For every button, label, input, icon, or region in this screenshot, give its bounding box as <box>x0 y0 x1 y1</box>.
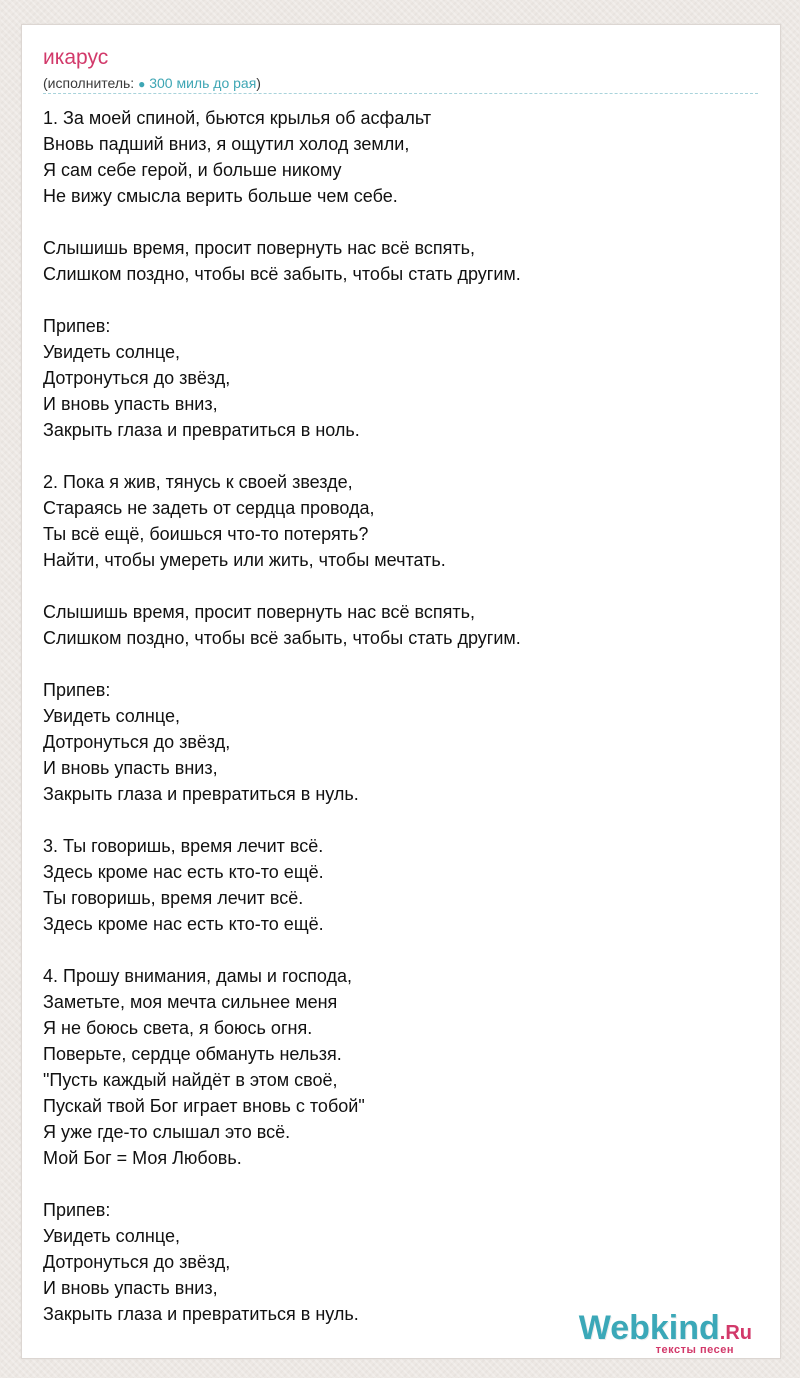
lyric-line: И вновь упасть вниз, <box>43 1278 218 1298</box>
stanza-gap <box>43 807 763 833</box>
lyric-line: И вновь упасть вниз, <box>43 394 218 414</box>
lyric-line: Слишком поздно, чтобы всё забыть, чтобы стать другим. <box>43 264 521 284</box>
stanza-gap <box>43 651 763 677</box>
lyric-line: Увидеть солнце, <box>43 706 180 726</box>
lyric-line: Увидеть солнце, <box>43 342 180 362</box>
lyric-line: Вновь падший вниз, я ощутил холод земли, <box>43 134 410 154</box>
lyrics-stanza <box>43 469 763 573</box>
lyric-line: Поверьте, сердце обмануть нельзя. <box>43 1044 342 1064</box>
stanza-gap <box>43 287 763 313</box>
lyric-line: 2. Пока я жив, тянусь к своей звезде, <box>43 472 353 492</box>
lyric-line: Ты всё ещё, боишься что-то потерять? <box>43 524 369 544</box>
lyric-line: Дотронуться до звёзд, <box>43 368 231 388</box>
song-title: икарус <box>43 46 109 69</box>
lyric-line: Припев: <box>43 316 111 336</box>
lyric-line: Закрыть глаза и превратиться в нуль. <box>43 1304 359 1324</box>
lyric-line: Я уже где-то слышал это всё. <box>43 1122 291 1142</box>
lyric-line: Здесь кроме нас есть кто-то ещё. <box>43 914 324 934</box>
lyrics-stanza <box>43 313 763 443</box>
lyrics-body <box>43 105 763 1327</box>
lyric-line: Здесь кроме нас есть кто-то ещё. <box>43 862 324 882</box>
brand-tld: .Ru <box>719 1322 752 1344</box>
lyric-line: Припев: <box>43 1200 111 1220</box>
lyric-line: 4. Прошу внимания, дамы и господа, <box>43 966 353 986</box>
lyrics-card <box>21 24 781 1359</box>
lyrics-stanza <box>43 963 763 1171</box>
lyric-line: Дотронуться до звёзд, <box>43 732 231 752</box>
artist-suffix: ) <box>256 75 261 91</box>
lyric-line: Я не боюсь света, я боюсь огня. <box>43 1018 313 1038</box>
lyric-line: Закрыть глаза и превратиться в ноль. <box>43 420 360 440</box>
lyric-line: Увидеть солнце, <box>43 1226 180 1246</box>
lyric-line: 3. Ты говоришь, время лечит всё. <box>43 836 324 856</box>
lyric-line: Слышишь время, просит повернуть нас всё вспять, <box>43 238 476 258</box>
artist-prefix: (исполнитель: <box>43 75 139 91</box>
artist-link[interactable]: 300 миль до рая <box>149 75 257 91</box>
lyric-line: Ты говоришь, время лечит всё. <box>43 888 304 908</box>
brand-name: Webkind <box>578 1309 720 1347</box>
stanza-gap <box>43 209 763 235</box>
lyric-line: Стараясь не задеть от сердца провода, <box>43 498 375 518</box>
lyrics-stanza <box>43 677 763 807</box>
lyric-line: Я сам себе герой, и больше никому <box>43 160 342 180</box>
lyric-line: Слишком поздно, чтобы всё забыть, чтобы стать другим. <box>43 628 521 648</box>
stanza-gap <box>43 1171 763 1197</box>
lyric-line: Слышишь время, просит повернуть нас всё вспять, <box>43 602 476 622</box>
lyric-line: Найти, чтобы умереть или жить, чтобы мечтать. <box>43 550 446 570</box>
lyrics-stanza <box>43 833 763 937</box>
brand-tagline: тексты песен <box>655 1344 734 1356</box>
lyric-line: Пускай твой Бог играет вновь с тобой" <box>43 1096 365 1116</box>
bullet-icon: ● <box>138 77 146 91</box>
lyric-line: Мой Бог = Моя Любовь. <box>43 1148 242 1168</box>
stanza-gap <box>43 573 763 599</box>
lyric-line: 1. За моей спиной, бьются крылья об асфальт <box>43 108 432 128</box>
lyrics-stanza <box>43 1197 763 1327</box>
lyrics-stanza <box>43 105 763 209</box>
lyric-line: "Пусть каждый найдёт в этом своё, <box>43 1070 338 1090</box>
stanza-gap <box>43 937 763 963</box>
lyric-line: Не вижу смысла верить больше чем себе. <box>43 186 398 206</box>
lyric-line: Припев: <box>43 680 111 700</box>
brand-logo[interactable] <box>578 1309 752 1356</box>
lyrics-stanza <box>43 235 763 287</box>
lyric-line: Закрыть глаза и превратиться в нуль. <box>43 784 359 804</box>
lyric-line: Дотронуться до звёзд, <box>43 1252 231 1272</box>
title-divider <box>43 93 758 94</box>
lyric-line: И вновь упасть вниз, <box>43 758 218 778</box>
lyric-line: Заметьте, моя мечта сильнее меня <box>43 992 338 1012</box>
artist-line <box>43 74 261 93</box>
lyrics-stanza <box>43 599 763 651</box>
stanza-gap <box>43 443 763 469</box>
